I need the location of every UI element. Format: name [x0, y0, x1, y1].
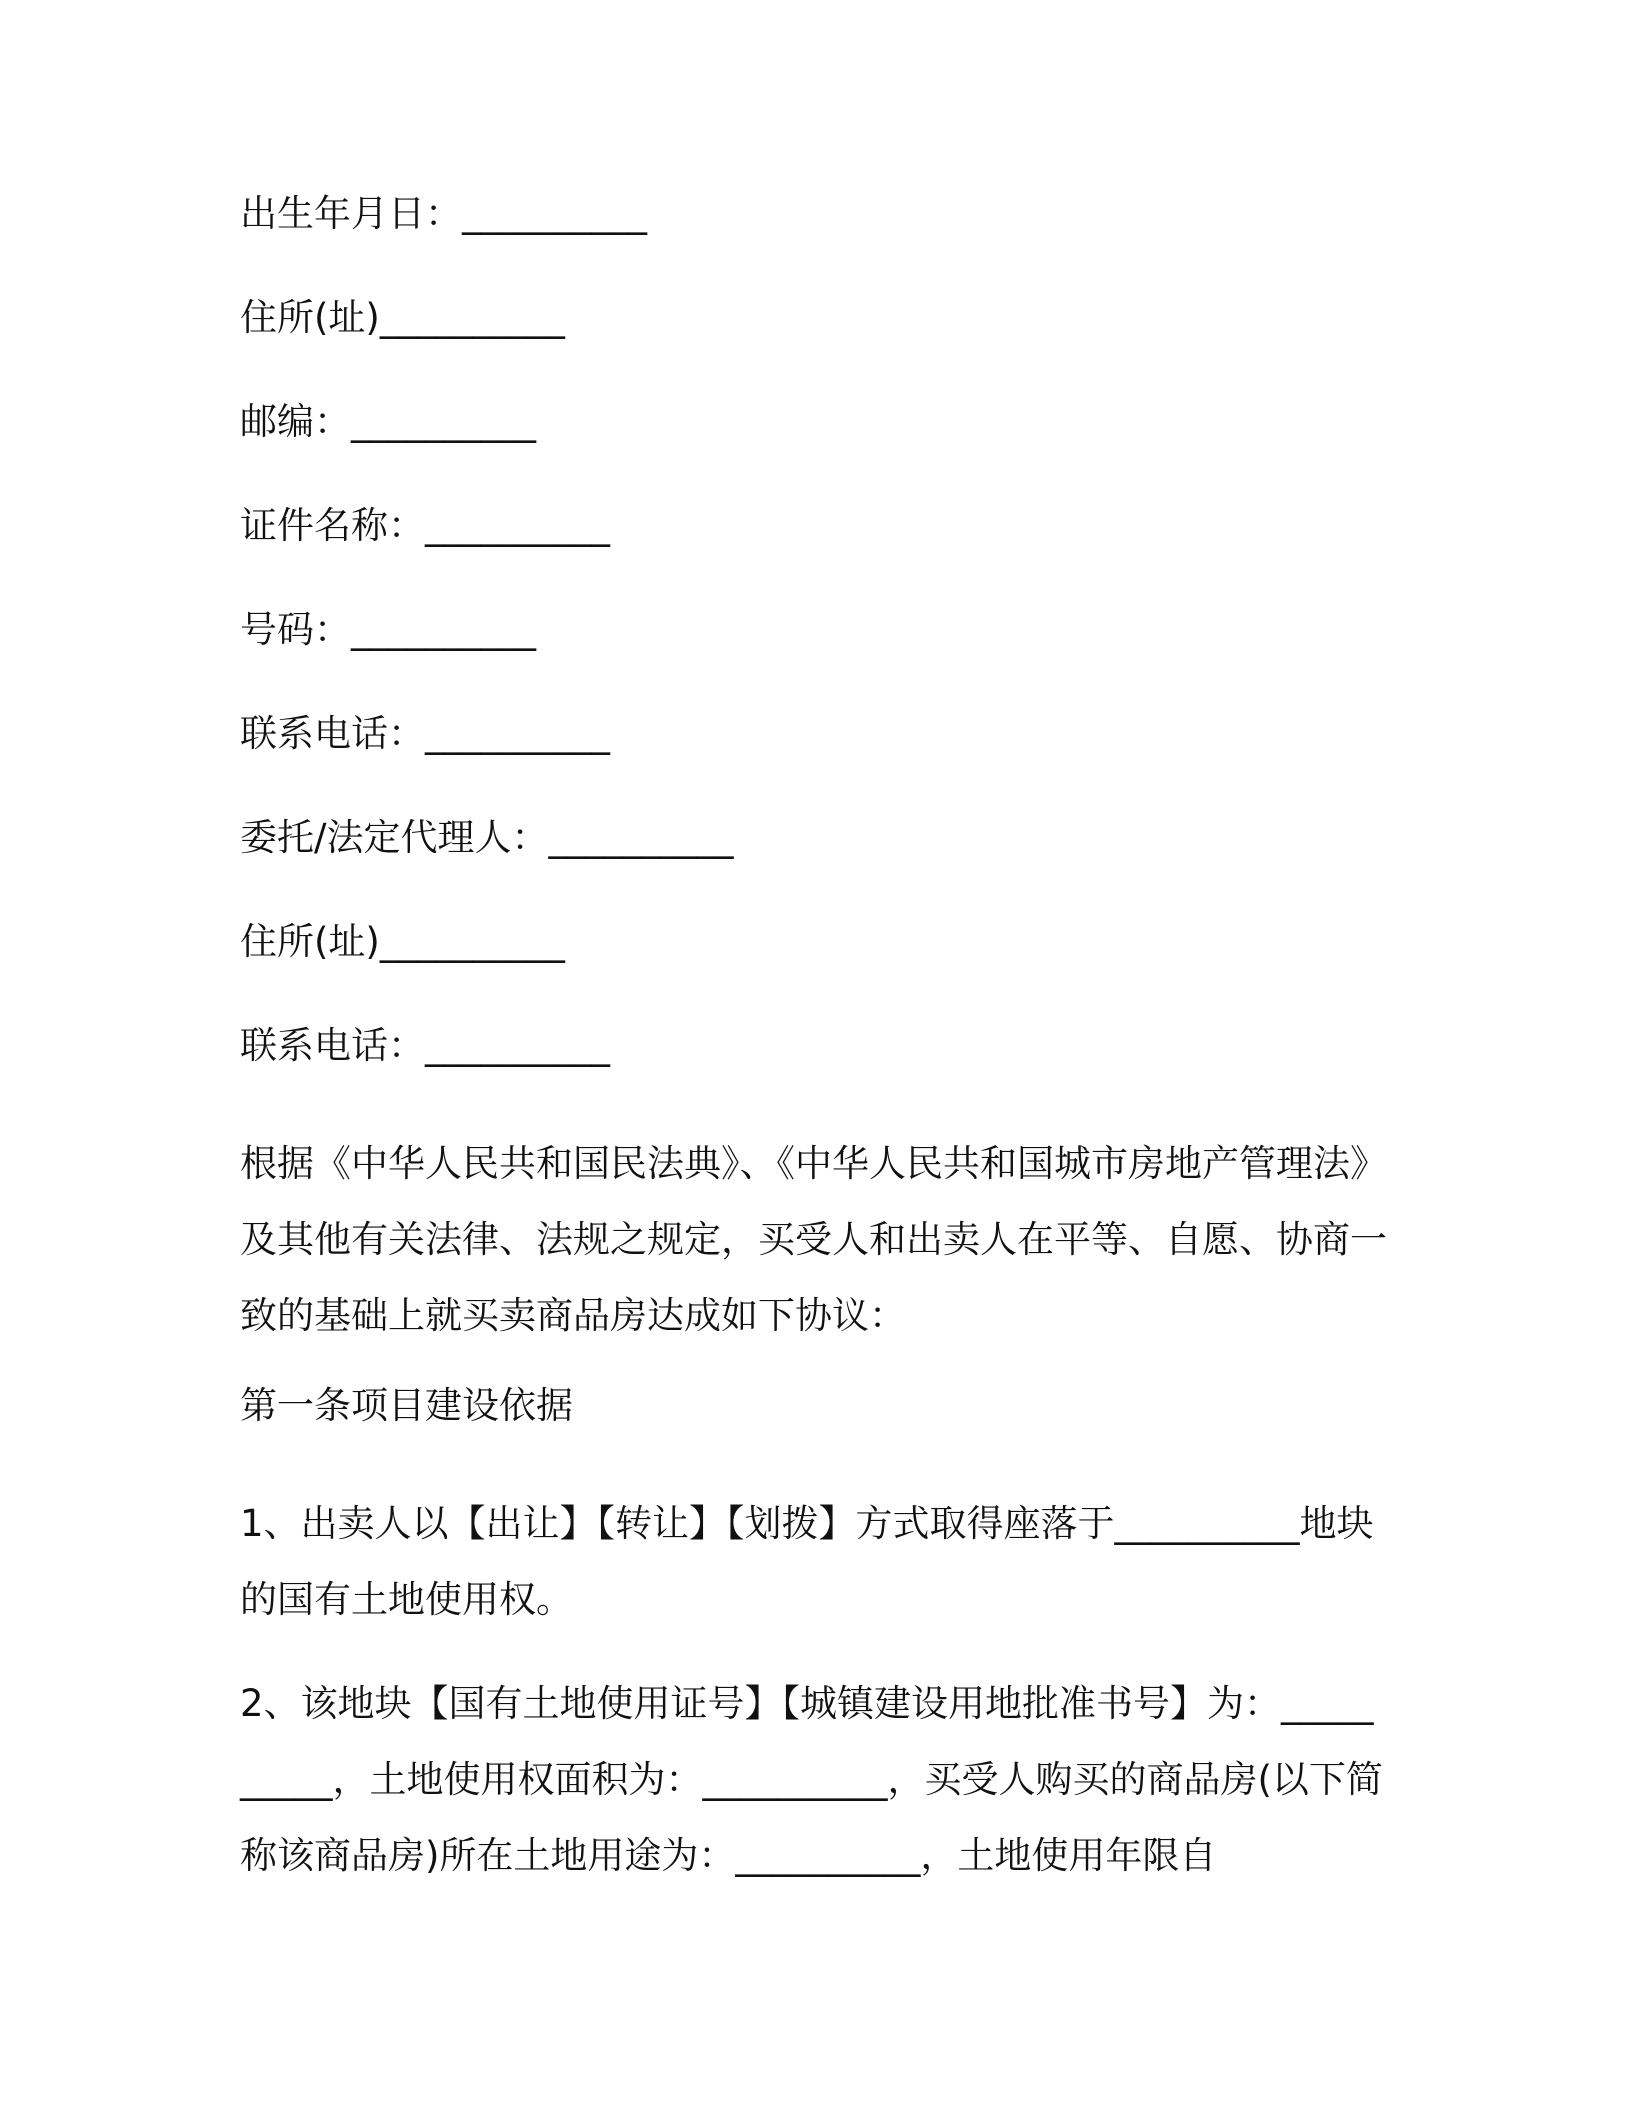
article-1-clause-2: 2、该地块【国有土地使用证号】【城镇建设用地批准书号】为：__________，土地使用权面积为：__________，买受人购买的商品房(以下简称该商品房)所在土地用途为：__________，土地使用年限自 — [240, 1682, 1383, 1877]
phone-field: 联系电话：__________ — [240, 712, 610, 755]
agent-address-field: 住所(址)__________ — [240, 920, 565, 963]
birth-date-field: 出生年月日：__________ — [240, 192, 647, 235]
agent-phone-field: 联系电话：__________ — [240, 1024, 610, 1067]
article-1-clause-1: 1、出卖人以【出让】【转让】【划拨】方式取得座落于__________地块的国有土地使用权。 — [240, 1502, 1374, 1621]
address-field: 住所(址)__________ — [240, 296, 565, 339]
preamble-paragraph: 根据《中华人民共和国民法典》、《中华人民共和国城市房地产管理法》及其他有关法律、法规之规定，买受人和出卖人在平等、自愿、协商一致的基础上就买卖商品房达成如下协议： — [240, 1142, 1387, 1337]
id-type-field: 证件名称：__________ — [240, 504, 610, 547]
document-body — [240, 190, 1390, 1922]
agent-field: 委托/法定代理人：__________ — [240, 816, 734, 859]
postcode-field: 邮编：__________ — [240, 400, 536, 443]
article-1-title: 第一条项目建设依据 — [240, 1384, 573, 1427]
id-number-field: 号码：__________ — [240, 608, 536, 651]
